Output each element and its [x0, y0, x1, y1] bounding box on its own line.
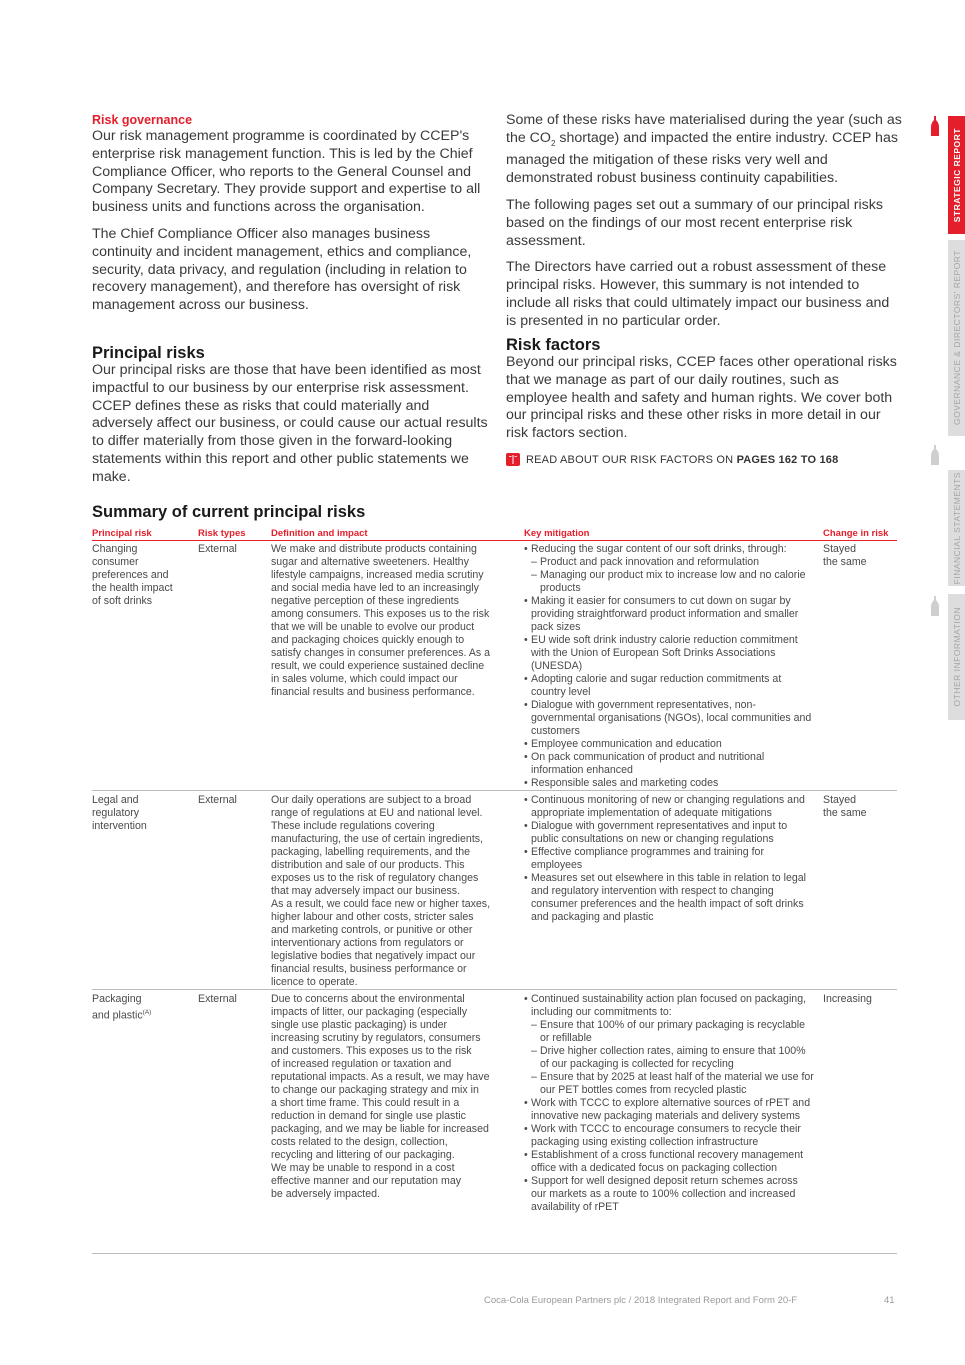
table-header-divider — [92, 540, 897, 541]
row-change: Stayed the same — [823, 794, 867, 819]
read-more-text: READ ABOUT OUR RISK FACTORS ON — [526, 453, 737, 466]
row-mitigation-list — [524, 794, 814, 924]
mitigation-item: – Product and pack innovation and reformulation — [524, 556, 814, 569]
row-divider — [92, 989, 897, 990]
row-divider — [92, 790, 897, 791]
mitigation-item: • Reducing the sugar content of our soft drinks, through: — [524, 543, 814, 556]
mitigation-item: • Responsible sales and marketing codes — [524, 777, 814, 790]
mitigation-item: – Managing our product mix to increase low and no calorie products — [524, 569, 814, 595]
mitigation-item: • Work with TCCC to explore alternative sources of rPET and innovative new packaging materials and delivery systems — [524, 1097, 814, 1123]
row-risk-type: External — [198, 993, 237, 1005]
mitigation-item: • On pack communication of product and nutritional information enhanced — [524, 751, 814, 777]
risk-factors-paragraph: Beyond our principal risks, CCEP faces other operational risks that we manage as part of our daily routines, such as employee health and safety and human rights. We cover both our principal risks and these other risks in more detail in our risk factors section. — [506, 354, 897, 442]
risk-governance-paragraph-1: Our risk management programme is coordinated by CCEP's enterprise risk management function. This is led by the Chief Compliance Officer, who reports to the General Counsel and Company Secretary. They provide support and expertise to all business units and functions across the organisation. — [92, 128, 481, 216]
side-tab-label: OTHER INFORMATION — [951, 607, 962, 707]
mitigation-item: – Ensure that 100% of our primary packaging is recyclable or refillable — [524, 1019, 814, 1045]
right-column-text — [506, 112, 902, 340]
side-tab-label: FINANCIAL STATEMENTS — [951, 471, 962, 585]
row-change: Increasing — [823, 993, 872, 1005]
row-definition: We make and distribute products containing sugar and alternative sweeteners. Healthy lifestyle campaigns, increased media scrutiny and social media have led to an increasingly negative perception of these ingredients among consumers. This exposes us to the risk that we will be unable to evolve our product and packaging choices quickly enough to satisfy changes in consumer preferences. As a result, we could experience sustained decline in sales volume, which could impact our financial results and business performance. — [271, 543, 491, 698]
summary-intro-paragraph: The following pages set out a summary of our principal risks based on the findings of our most recent enterprise risk assessment. — [506, 197, 883, 249]
row-risk-type: External — [198, 543, 237, 555]
mitigation-item: – Ensure that by 2025 at least half of the material we use for our PET bottles comes from recycled plastic — [524, 1071, 814, 1097]
mitigation-item: • Adopting calorie and sugar reduction commitments at country level — [524, 673, 814, 699]
page-number: 41 — [884, 1295, 895, 1306]
side-tab-label: STRATEGIC REPORT — [951, 127, 962, 223]
directors-assessment-paragraph: The Directors have carried out a robust assessment of these principal risks. However, this summary is not intended to include all risks that could ultimately impact our business and is presented in no particular order. — [506, 259, 890, 329]
table-title: Summary of current principal risks — [92, 503, 366, 521]
mitigation-item: • Employee communication and education — [524, 738, 814, 751]
bottle-icon — [931, 596, 939, 616]
row-mitigation-list — [524, 543, 814, 790]
mitigation-item: • Dialogue with government representatives and input to public consultations on new or changing regulations — [524, 820, 814, 846]
row-principal-risk: Packaging and plastic$^{(A)}$ — [92, 993, 152, 1022]
risk-governance-paragraph-2: The Chief Compliance Officer also manages business continuity and incident management, ethics and compliance, security, data privacy, and regulation (including in relation to recovery management), and therefore has oversight of risk management across our business. — [92, 225, 472, 314]
principal-risks-paragraph: Our principal risks are those that have been identified as most impactful to our business by our enterprise risk assessment. CCEP defines these as risks that could materially and adversely affect our business, or could cause our actual results to differ materially from those given in the forward-looking statements within this report and other public statements we make. — [92, 362, 488, 485]
row-principal-risk: Legal and regulatory intervention — [92, 794, 147, 832]
mitigation-item: • Measures set out elsewhere in this table in relation to legal and regulatory intervention with respect to changing consumer preferences and the health impact of soft drinks and packaging and plastic — [524, 872, 814, 924]
column-header-definition: Definition and impact — [271, 528, 368, 539]
materialised-risks-paragraph: Some of these risks have materialised during the year (such as the $CO_2$ shortage) and impacted the entire industry. CCEP has managed the mitigation of these risks very well and demonstrated robust business continuity capabilities. — [506, 112, 902, 187]
mitigation-item: • Work with TCCC to encourage consumers to recycle their packaging using existing collection infrastructure — [524, 1123, 814, 1149]
mitigation-item: • EU wide soft drink industry calorie reduction commitment with the Union of European Soft Drinks Associations (UNESDA) — [524, 634, 814, 673]
bottle-icon — [931, 445, 939, 465]
risk-governance-heading: Risk governance — [92, 113, 193, 127]
mitigation-item: • Continuous monitoring of new or changing regulations and appropriate implementation of adequate mitigations — [524, 794, 814, 820]
column-header-risk-types: Risk types — [198, 528, 246, 539]
read-more-pages: PAGES 162 TO 168 — [736, 453, 839, 466]
row-definition: Our daily operations are subject to a broad range of regulations at EU and national level. These include regulations covering manufacturing, the use of certain ingredients, packaging, labelling requirements, and the distribution and sale of our products. This exposes us to the risk of regulatory changes that may adversely impact our business. As a result, we could face new or higher taxes, higher labour and other costs, stricter sales and marketing controls, or punitive or other interventionary actions from regulators or legislative bodies that negatively impact our financial results, business performance or licence to operate. — [271, 794, 491, 988]
mitigation-item: • Effective compliance programmes and training for employees — [524, 846, 814, 872]
mitigation-item: • Making it easier for consumers to cut down on sugar by providing straightforward product information and smaller pack sizes — [524, 595, 814, 634]
mitigation-item: – Drive higher collection rates, aiming to ensure that 100% of our packaging is collected for recycling — [524, 1045, 814, 1071]
risk-factors-heading: Risk factors — [506, 336, 601, 354]
book-icon — [506, 453, 520, 466]
column-header-principal-risk: Principal risk — [92, 528, 152, 539]
mitigation-item: • Continued sustainability action plan focused on packaging, including our commitments to: — [524, 993, 814, 1019]
principal-risks-heading: Principal risks — [92, 344, 205, 362]
row-mitigation-list — [524, 993, 814, 1214]
table-bottom-divider — [92, 1253, 897, 1254]
row-risk-type: External — [198, 794, 237, 806]
risk-factors-text — [506, 354, 902, 452]
row-principal-risk: Changing consumer preferences and the health impact of soft drinks — [92, 543, 173, 607]
risk-governance-text — [92, 128, 492, 324]
principal-risks-text — [92, 362, 492, 496]
column-header-change: Change in risk — [823, 528, 889, 539]
read-more-link[interactable] — [506, 453, 838, 466]
mitigation-item: • Dialogue with government representatives, non-governmental organisations (NGOs), local communities and customers — [524, 699, 814, 738]
mitigation-item: • Support for well designed deposit return schemes across our markets as a route to 100% collection and increased availability of rPET — [524, 1175, 814, 1214]
bottle-icon — [931, 116, 939, 136]
row-definition: Due to concerns about the environmental impacts of litter, our packaging (especially single use plastic packaging) is under increasing scrutiny by regulators, consumers and customers. This exposes us to the risk of increased regulation or taxation and reputational impacts. As a result, we may have to change our packaging strategy and mix in a short time frame. This could result in a reduction in demand for single use plastic packaging, and we may be liable for increased costs related to the design, collection, recycling and littering of our packaging. We may be unable to respond in a cost effective manner and our reputation may be adversely impacted. — [271, 993, 490, 1200]
column-header-mitigation: Key mitigation — [524, 528, 590, 539]
mitigation-item: • Establishment of a cross functional recovery management office with a dedicated focus on packaging collection — [524, 1149, 814, 1175]
footer-text: Coca-Cola European Partners plc / 2018 Integrated Report and Form 20-F — [484, 1295, 798, 1306]
side-tab-label: GOVERNANCE & DIRECTORS' REPORT — [951, 250, 962, 426]
row-change: Stayed the same — [823, 543, 867, 568]
